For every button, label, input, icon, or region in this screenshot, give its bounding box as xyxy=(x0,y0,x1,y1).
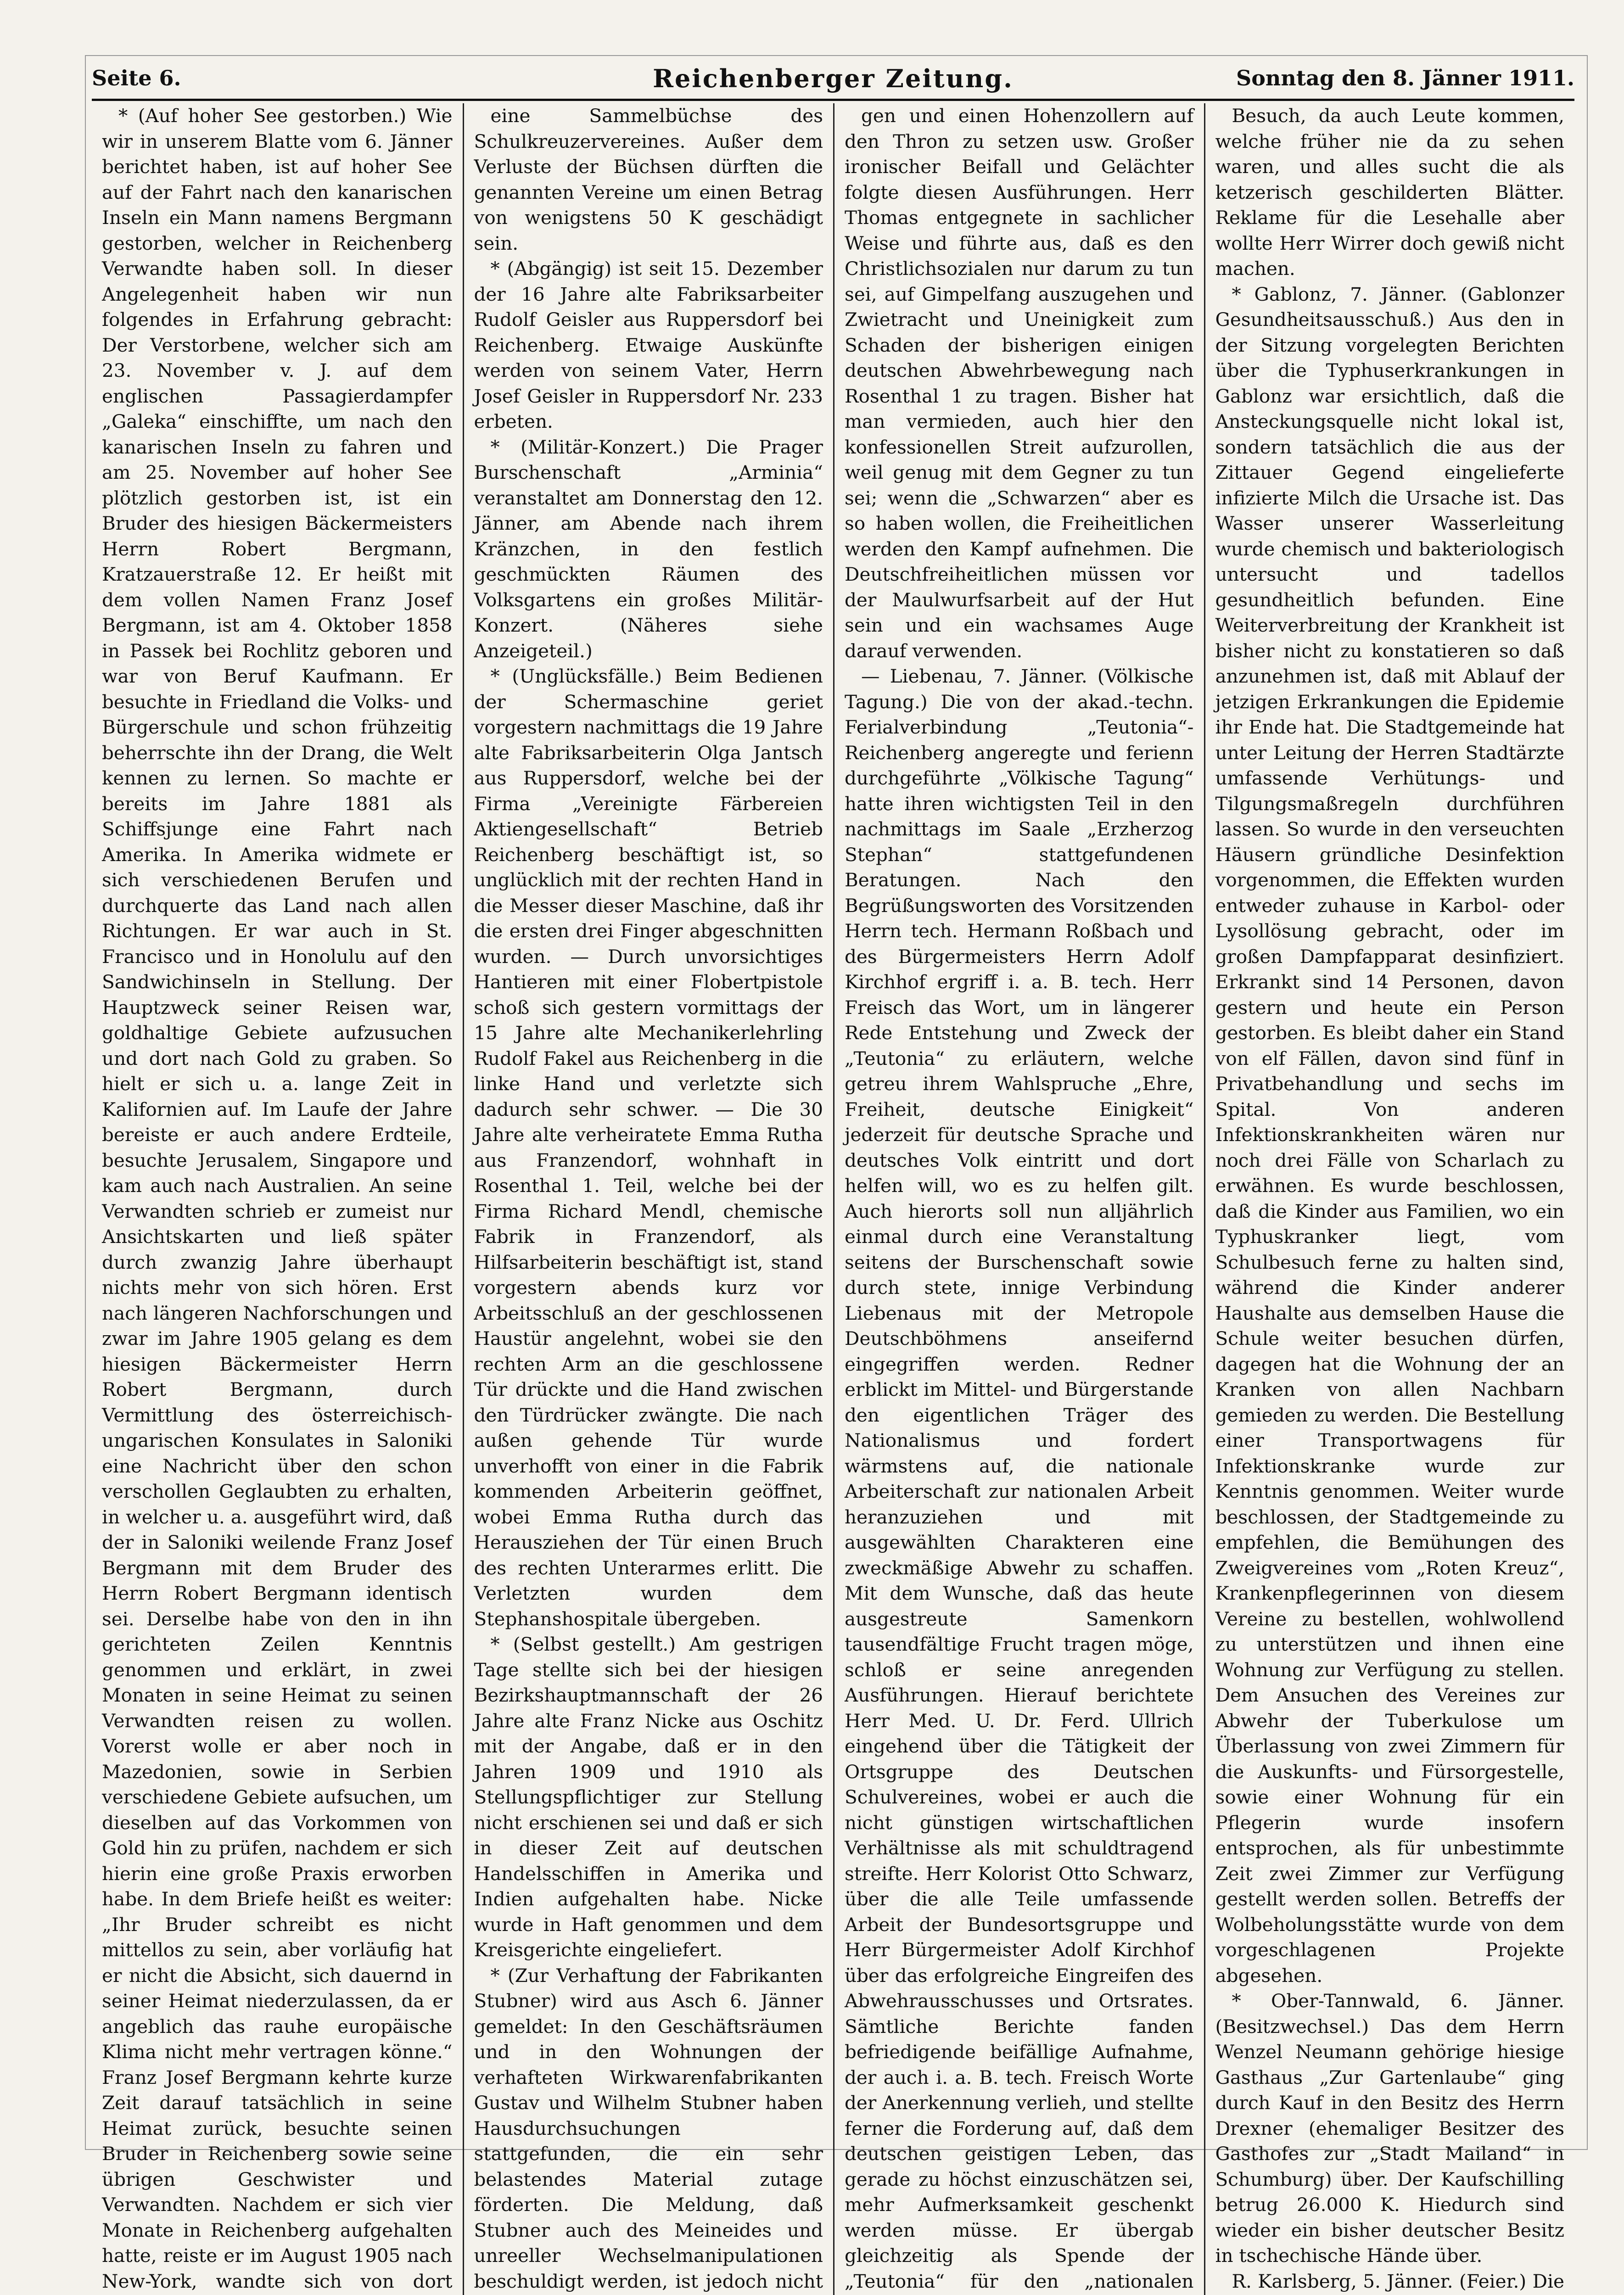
column-4 xyxy=(1204,103,1575,2295)
article-paragraph: * Ober-Tannwald, 6. Jänner. (Besitzwechsel.) Das dem Herrn Wenzel Neumann gehörige hiesige Gasthaus „Zur Gartenlaube“ ging durch Kauf in den Besitz des Herrn Drexner (ehemaliger Besitzer des Gasthofes zur „Stadt Mailand“ in Schumburg) über. Der Kaufschilling betrug 26.000 K. Hiedurch sind wieder ein bisher deutscher Besitz in tschechische Hände über. xyxy=(1215,1988,1565,2269)
article-paragraph: Besuch, da auch Leute kommen, welche früher nie da zu sehen waren, und alles sucht die als ketzerisch geschilderten Blätter. Reklame für die Lesehalle aber wollte Herr Wirrer doch gewiß nicht machen. xyxy=(1215,103,1565,282)
page-number: Seite 6. xyxy=(92,66,181,90)
article-paragraph: * (Selbst gestellt.) Am gestrigen Tage stellte sich bei der hiesigen Bezirkshauptmannschaft der 26 Jahre alte Franz Nicke aus Oschitz mit der Angabe, daß er in den Jahren 1909 und 1910 als Stellungspflichtiger zur Stellung nicht erschienen sei und daß er sich in dieser Zeit auf deutschen Handelsschiffen in Amerika und Indien aufgehalten habe. Nicke wurde in Haft genommen und dem Kreisgerichte eingeliefert. xyxy=(474,1632,823,1963)
article-paragraph: gen und einen Hohenzollern auf den Thron zu setzen usw. Großer ironischer Beifall und Gelächter folgte diesen Ausführungen. Herr Thomas entgegnete in sachlicher Weise und führte aus, daß es den Christlichsozialen nur darum zu tun sei, auf Gimpelfang auszugehen und Zwietracht und Uneinigkeit zum Schaden der bisherigen einigen deutschen Abwehrbewegung nach Rosenthal 1 zu tragen. Bisher hat man vermieden, auch hier den konfessionellen Streit aufzurollen, weil genug mit dem Gegner zu tun sei; wenn die „Schwarzen“ aber es so haben wollen, die Freiheitlichen werden den Kampf aufnehmen. Die Deutschfreiheitlichen müssen vor der Maulwurfsarbeit auf der Hut sein und ein wachsames Auge darauf verwenden. xyxy=(845,103,1194,664)
column-1 xyxy=(92,103,463,2295)
article-paragraph: * Gablonz, 7. Jänner. (Gablonzer Gesundheitsausschuß.) Aus den in der Sitzung vorgelegten Berichten über die Typhuserkrankungen in Gablonz war ersichtlich, daß die Ansteckungsquelle nicht lokal ist, sondern tatsächlich die aus der Zittauer Gegend eingelieferte infizierte Milch die Ursache ist. Das Wasser unserer Wasserleitung wurde chemisch und bakteriologisch untersucht und tadellos gesundheitlich befunden. Eine Weiterverbreitung der Krankheit ist bisher nicht zu konstatieren so daß anzunehmen ist, daß mit Ablauf der jetzigen Erkrankungen die Epidemie ihr Ende hat. Die Stadtgemeinde hat unter Leitung der Herren Stadtärzte umfassende Verhütungs- und Tilgungsmaßregeln durchführen lassen. So wurde in den verseuchten Häusern gründliche Desinfektion vorgenommen, die Effekten wurden entweder zuhause in Karbol- oder Lysollösung gebracht, oder im großen Dampfapparat desinfiziert. Erkrankt sind 14 Personen, davon gestern und heute ein Person gestorben. Es bleibt daher ein Stand von elf Fällen, davon sind fünf in Privatbehandlung und sechs im Spital. Von anderen Infektionskrankheiten wären nur noch drei Fälle von Scharlach zu erwähnen. Es wurde beschlossen, daß die Kinder aus Familien, wo ein Typhuskranker liegt, vom Schulbesuch ferne zu halten sind, während die Kinder anderer Haushalte aus demselben Hause die Schule weiter besuchen dürfen, dagegen hat die Wohnung der an Kranken von allen Nachbarn gemieden zu werden. Die Bestellung einer Transportwagens für Infektionskranke wurde zur Kenntnis genommen. Weiter wurde beschlossen, der Stadtgemeinde zu empfehlen, die Bemühungen des Zweigvereines vom „Roten Kreuz“, Krankenpflegerinnen von diesem Vereine zu bestellen, wohlwollend zu unterstützen und ihnen eine Wohnung zur Verfügung zu stellen. Dem Ansuchen des Vereines zur Abwehr der Tuberkulose um Überlassung von zwei Zimmern für die Auskunfts- und Fürsorgestelle, sowie einer Wohnung für ein Pflegerin wurde insofern entsprochen, als für unbestimmte Zeit zwei Zimmer zur Verfügung gestellt werden sollen. Betreffs der Wolbeholungsstätte wurde von dem vorgeschlagenen Projekte abgesehen. xyxy=(1215,282,1565,1989)
column-3 xyxy=(833,103,1204,2295)
article-paragraph: * (Zur Verhaftung der Fabrikanten Stubner) wird aus Asch 6. Jänner gemeldet: In den Geschäftsräumen und in den Wohnungen der verhafteten Wirkwarenfabrikanten Gustav und Wilhelm Stubner haben Hausdurchsuchungen stattgefunden, die ein sehr belastendes Material zutage förderten. Die Meldung, daß Stubner auch des Meineides und unreeller Wechselmanipulationen beschuldigt werden, ist jedoch nicht xyxy=(474,1963,823,2295)
article-paragraph: — Liebenau, 7. Jänner. (Völkische Tagung.) Die von der akad.-techn. Ferialverbindung „Teutonia“-Reichenberg angeregte und ferienn durchgeführte „Völkische Tagung“ hatte ihren wichtigsten Teil in den nachmittags im Saale „Erzherzog Stephan“ stattgefundenen Beratungen. Nach den Begrüßungsworten des Vorsitzenden Herrn tech. Hermann Roßbach und des Bürgermeisters Herrn Adolf Kirchhof ergriff i. a. B. tech. Herr Freisch das Wort, um in längerer Rede Entstehung und Zweck der „Teutonia“ zu erläutern, welche getreu ihrem Wahlspruche „Ehre, Freiheit, deutsche Einigkeit“ jederzeit für deutsche Sprache und deutsches Volk eintritt und dort helfen will, wo es zu helfen gilt. Auch hierorts soll nun alljährlich einmal durch eine Veranstaltung seitens der Burschenschaft sowie durch stete, innige Verbindung Liebenaus mit der Metropole Deutschböhmens anseifernd eingegriffen werden. Redner erblickt im Mittel- und Bürgerstande den eigentlichen Träger des Nationalismus und fordert wärmstens auf, die nationale Arbeiterschaft zur nationalen Arbeit heranzuziehen und mit ausgewählten Charakteren eine zweckmäßige Abwehr zu schaffen. Mit dem Wunsche, daß das heute ausgestreute Samenkorn tausendfältige Frucht tragen möge, schloß er seine anregenden Ausführungen. Hierauf berichtete Herr Med. U. Dr. Ferd. Ullrich eingehend über die Tätigkeit der Ortsgruppe des Deutschen Schulvereines, wobei er auch die nicht günstigen wirtschaftlichen Verhältnisse als mit schuldtragend streifte. Herr Kolorist Otto Schwarz, über die alle Teile umfassende Arbeit der Bundesortsgruppe und Herr Bürgermeister Adolf Kirchhof über das erfolgreiche Eingreifen des Abwehrausschusses und Ortsrates. Sämtliche Berichte fanden befriedigende beifällige Aufnahme, der auch i. a. B. tech. Freisch Worte der Anerkennung verlieh, und stellte ferner die Forderung auf, daß dem deutschen geistigen Leben, das gerade zu höchst einzuschätzen sei, mehr Aufmerksamkeit geschenkt werden müsse. Er übergab gleichzeitig als Spende der „Teutonia“ für den „nationalen xyxy=(845,664,1194,2295)
article-columns xyxy=(92,103,1574,2141)
article-paragraph: * (Militär-Konzert.) Die Prager Burschenschaft „Arminia“ veranstaltet am Donnerstag den 12. Jänner, am Abende nach ihrem Kränzchen, in den festlich geschmückten Räumen des Volksgartens ein großes Militär-Konzert. (Näheres siehe Anzeigeteil.) xyxy=(474,435,823,664)
article-paragraph: * (Unglücksfälle.) Beim Bedienen der Schermaschine geriet vorgestern nachmittags die 19 Jahre alte Fabriksarbeiterin Olga Jantsch aus Ruppersdorf, welche bei der Firma „Vereinigte Färbereien Aktiengesellschaft“ Betrieb Reichenberg beschäftigt ist, so unglücklich mit der rechten Hand in die Messer dieser Maschine, daß ihr die ersten drei Finger abgeschnitten wurden. — Durch unvorsichtiges Hantieren mit einer Flobertpistole schoß sich gestern vormittags der 15 Jahre alte Mechanikerlehrling Rudolf Fakel aus Reichenberg in die linke Hand und verletzte sich dadurch sehr schwer. — Die 30 Jahre alte verheiratete Emma Rutha aus Franzendorf, wohnhaft in Rosenthal 1. Teil, welche bei der Firma Richard Mendl, chemische Fabrik in Franzendorf, als Hilfsarbeiterin beschäftigt ist, stand vorgestern abends kurz vor Arbeitsschluß an der geschlossenen Haustür angelehnt, wobei sie den rechten Arm an die geschlossene Tür drückte und die Hand zwischen den Türdrücker zwängte. Die nach außen gehende Tür wurde unverhofft von einer in die Fabrik kommenden Arbeiterin geöffnet, wobei Emma Rutha durch das Herausziehen der Tür einen Bruch des rechten Unterarmes erlitt. Die Verletzten wurden dem Stephanshospitale übergeben. xyxy=(474,664,823,1632)
column-2 xyxy=(463,103,834,2295)
article-paragraph: * (Auf hoher See gestorben.) Wie wir in unserem Blatte vom 6. Jänner berichtet haben, ist auf hoher See auf der Fahrt nach den kanarischen Inseln ein Mann namens Bergmann gestorben, welcher in Reichenberg Verwandte haben soll. In dieser Angelegenheit haben wir nun folgendes in Erfahrung gebracht: Der Verstorbene, welcher sich am 23. November v. J. auf dem englischen Passagierdampfer „Galeka“ einschiffte, um nach den kanarischen Inseln zu fahren und am 25. November auf hoher See plötzlich gestorben ist, ist ein Bruder des hiesigen Bäckermeisters Herrn Robert Bergmann, Kratzauerstraße 12. Er heißt mit dem vollen Namen Franz Josef Bergmann, ist am 4. Oktober 1858 in Passek bei Rochlitz geboren und war von Beruf Kaufmann. Er besuchte in Friedland die Volks- und Bürgerschule und schon frühzeitig beherrschte ihn der Drang, die Welt kennen zu lernen. So machte er bereits im Jahre 1881 als Schiffsjunge eine Fahrt nach Amerika. In Amerika widmete er sich verschiedenen Berufen und durchquerte das Land nach allen Richtungen. Er war auch in St. Francisco und in Honolulu auf den Sandwichinseln in Stellung. Der Hauptzweck seiner Reisen war, goldhaltige Gebiete aufzusuchen und dort nach Gold zu graben. So hielt er sich u. a. lange Zeit in Kalifornien auf. Im Laufe der Jahre bereiste er auch andere Erdteile, besuchte Jerusalem, Singapore und kam auch nach Australien. An seine Verwandten schrieb er zumeist nur Ansichtskarten und ließ später durch zwanzig Jahre überhaupt nichts mehr von sich hören. Erst nach längeren Nachforschungen und zwar im Jahre 1905 gelang es dem hiesigen Bäckermeister Herrn Robert Bergmann, durch Vermittlung des österreichisch-ungarischen Konsulates in Saloniki eine Nachricht über den schon verschollen Geglaubten zu erhalten, in welcher u. a. ausgeführt wird, daß der in Saloniki weilende Franz Josef Bergmann mit dem Bruder des Herrn Robert Bergmann identisch sei. Derselbe habe von den in ihn gerichteten Zeilen Kenntnis genommen und erklärt, in zwei Monaten in seine Heimat zu seinen Verwandten reisen zu wollen. Vorerst wolle er aber noch in Mazedonien, sowie in Serbien verschiedene Gebiete aufsuchen, um dieselben auf das Vorkommen von Gold hin zu prüfen, nachdem er sich hierin eine große Praxis erworben habe. In dem Briefe heißt es weiter: „Ihr Bruder schreibt es nicht mittellos zu sein, aber vorläufig hat er nicht die Absicht, sich dauernd in seiner Heimat niederzulassen, da er angeblich das rauhe europäische Klima nicht mehr vertragen könne.“ Franz Josef Bergmann kehrte kurze Zeit darauf tatsächlich in seine Heimat zurück, besuchte seinen Bruder in Reichenberg sowie seine übrigen Geschwister und Verwandten. Nachdem er sich vier Monate in Reichenberg aufgehalten hatte, reiste er im August 1905 nach New-York, wandte sich von dort xyxy=(102,103,453,2295)
issue-date: Sonntag den 8. Jänner 1911. xyxy=(1236,66,1574,90)
page-header xyxy=(92,62,1574,101)
article-paragraph: R. Karlsberg, 5. Jänner. (Feier.) Die xyxy=(1215,2269,1565,2295)
article-paragraph: * (Abgängig) ist seit 15. Dezember der 16 Jahre alte Fabriksarbeiter Rudolf Geisler aus Ruppersdorf bei Reichenberg. Etwaige Auskünfte werden von seinem Vater, Herrn Josef Geisler in Ruppersdorf Nr. 233 erbeten. xyxy=(474,256,823,435)
article-paragraph: eine Sammelbüchse des Schulkreuzervereines. Außer dem Verluste der Büchsen dürften die genannten Vereine um einen Betrag von wenigstens 50 K geschädigt sein. xyxy=(474,103,823,256)
newspaper-title: Reichenberger Zeitung. xyxy=(92,64,1574,93)
